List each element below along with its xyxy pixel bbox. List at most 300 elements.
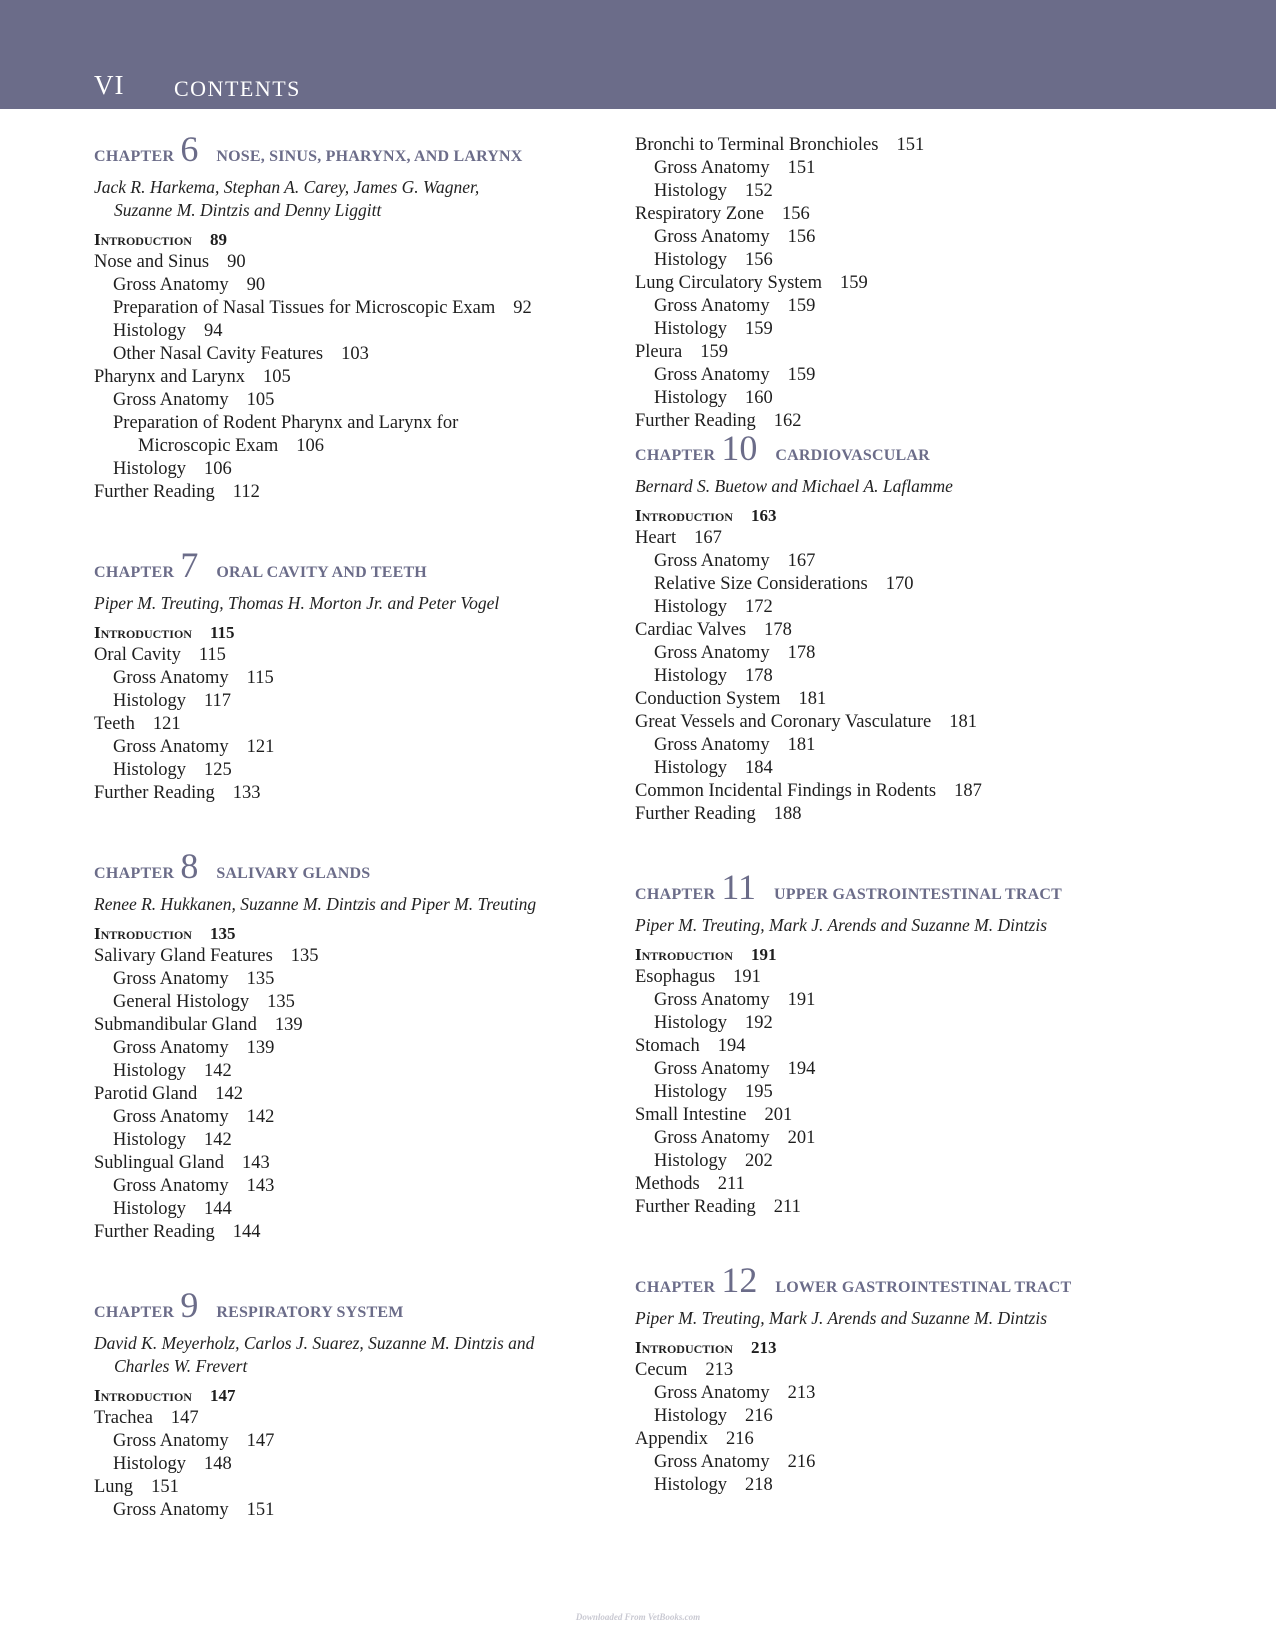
toc-entry[interactable] (635, 249, 1155, 272)
toc-entry-page: 167 (694, 528, 722, 548)
toc-entry[interactable] (94, 1221, 614, 1244)
toc-entry-page: 147 (246, 1431, 275, 1451)
toc-entry-page: 142 (246, 1107, 275, 1127)
toc-entry-title: Preparation of Rodent Pharynx and Larynx for (113, 413, 459, 433)
toc-entry-title: Introduction (94, 623, 192, 642)
left-column (94, 129, 614, 1522)
toc-entry-title: Histology (113, 321, 186, 341)
chapter-9 (94, 1285, 614, 1522)
chapter-heading (94, 129, 614, 169)
toc-entry-page: 187 (954, 781, 982, 801)
toc-entry-title: Histology (113, 1454, 186, 1474)
chapter-authors (635, 475, 1155, 498)
toc-entry-title: Trachea (94, 1408, 153, 1428)
chapter-heading (94, 1285, 614, 1325)
toc-entry-title: Histology (654, 250, 727, 270)
toc-entry[interactable] (635, 642, 1155, 665)
toc-entry[interactable] (94, 458, 614, 481)
toc-entry[interactable] (635, 1104, 1155, 1127)
toc-entry[interactable] (635, 1150, 1155, 1173)
toc-entry[interactable] (635, 387, 1155, 410)
toc-entry[interactable] (94, 1152, 614, 1175)
toc-entry-title: Histology (113, 760, 186, 780)
toc-entry[interactable] (635, 757, 1155, 780)
toc-entry-page: 106 (203, 459, 232, 479)
toc-entry[interactable] (94, 1198, 614, 1221)
page-number: VI (94, 70, 125, 100)
toc-entry-page: 159 (700, 342, 729, 362)
toc-entry-page: 191 (733, 967, 761, 987)
toc-entry[interactable] (635, 780, 1155, 803)
toc-entry-page: 159 (787, 296, 816, 316)
toc-entry-page: 135 (290, 946, 319, 966)
toc-entry-page: 125 (203, 760, 232, 780)
toc-entry-list (94, 228, 614, 504)
toc-entry-title: Histology (113, 1130, 186, 1150)
toc-entry[interactable] (635, 596, 1155, 619)
toc-entry[interactable] (635, 550, 1155, 573)
toc-entry[interactable] (94, 274, 614, 297)
toc-entry[interactable] (635, 1058, 1155, 1081)
chapter-label: CHAPTER (635, 886, 716, 903)
chapter-title: CARDIOVASCULAR (775, 447, 930, 464)
toc-entry-page: 143 (242, 1153, 270, 1173)
toc-entry[interactable] (635, 410, 1155, 433)
toc-entry-page: 216 (725, 1429, 754, 1449)
toc-entry[interactable] (94, 644, 614, 667)
toc-entry[interactable] (635, 1127, 1155, 1150)
chapter-authors (635, 914, 1155, 937)
toc-entry-page: 121 (152, 714, 181, 734)
toc-entry-page: 216 (744, 1406, 773, 1426)
toc-entry[interactable] (635, 665, 1155, 688)
toc-entry-title: Histology (654, 1151, 727, 1171)
toc-entry-title: Esophagus (635, 967, 716, 987)
toc-entry-title: Further Reading (94, 783, 215, 803)
toc-entry-page: 152 (744, 181, 773, 201)
toc-entry-list (635, 504, 1155, 826)
author-line: Bernard S. Buetow and Michael A. Laflamme (635, 476, 953, 496)
chapter-title: LOWER GASTROINTESTINAL TRACT (775, 1279, 1072, 1296)
toc-entry-title: Cardiac Valves (635, 620, 747, 640)
chapter-title: UPPER GASTROINTESTINAL TRACT (774, 886, 1063, 903)
toc-entry[interactable] (94, 1476, 614, 1499)
chapter-authors (94, 592, 614, 615)
toc-entry-page: 117 (203, 691, 232, 711)
chapter-title: SALIVARY GLANDS (216, 865, 371, 882)
toc-entry-page: 139 (274, 1015, 303, 1035)
toc-entry[interactable] (94, 366, 614, 389)
toc-entry-title: Gross Anatomy (113, 668, 229, 688)
toc-entry-title: Gross Anatomy (654, 227, 770, 247)
toc-entry-page: 144 (232, 1222, 261, 1242)
chapter-number: 8 (180, 846, 199, 886)
toc-entry[interactable] (635, 295, 1155, 318)
toc-entry[interactable] (94, 343, 614, 366)
toc-entry[interactable] (94, 1014, 614, 1037)
chapter-label: CHAPTER (94, 148, 175, 165)
toc-entry-page: 92 (513, 298, 532, 318)
chapter-number: 6 (180, 129, 199, 169)
toc-entry[interactable] (635, 1382, 1155, 1405)
chapter-title: ORAL CAVITY AND TEETH (216, 564, 427, 581)
toc-entry-list (94, 1384, 614, 1522)
toc-entry[interactable] (94, 297, 614, 320)
toc-entry-page: 213 (750, 1338, 777, 1357)
toc-entry-page: 89 (209, 230, 227, 249)
toc-entry-title: Gross Anatomy (113, 737, 229, 757)
toc-entry-list (635, 943, 1155, 1219)
toc-entry[interactable] (635, 1173, 1155, 1196)
toc-entry-page: 178 (764, 620, 792, 640)
toc-entry-title: Gross Anatomy (654, 990, 770, 1010)
toc-entry-page: 106 (296, 436, 324, 456)
toc-entry[interactable] (94, 1407, 614, 1430)
toc-entry-title: Gross Anatomy (654, 1452, 770, 1472)
author-line: Piper M. Treuting, Mark J. Arends and Suzanne M. Dintzis (635, 1308, 1048, 1328)
toc-entry-page: 194 (717, 1036, 746, 1056)
toc-entry-title: Further Reading (635, 804, 756, 824)
toc-entry-page: 135 (246, 969, 275, 989)
toc-entry-title: Common Incidental Findings in Rodents (635, 781, 937, 801)
page-header (0, 0, 1276, 109)
toc-entry[interactable] (94, 1175, 614, 1198)
chapter-authors (94, 176, 614, 222)
toc-entry[interactable] (635, 203, 1155, 226)
chapter-heading (635, 867, 1155, 907)
toc-entry[interactable] (635, 504, 1155, 527)
chapter-authors (94, 893, 614, 916)
toc-entry[interactable] (635, 364, 1155, 387)
chapter-7 (94, 545, 614, 805)
toc-entry[interactable] (94, 968, 614, 991)
toc-entry[interactable] (635, 1196, 1155, 1219)
toc-entry[interactable] (94, 945, 614, 968)
toc-entry-title: Respiratory Zone (635, 204, 764, 224)
toc-entry-title: Gross Anatomy (654, 296, 770, 316)
toc-entry-page: 194 (787, 1059, 816, 1079)
chapter-title: RESPIRATORY SYSTEM (216, 1304, 404, 1321)
toc-entry-page: 115 (198, 645, 226, 665)
toc-entry-title: Gross Anatomy (654, 1059, 770, 1079)
toc-entry-page: 201 (787, 1128, 816, 1148)
toc-entry-page: 172 (744, 597, 773, 617)
toc-entry-title: Gross Anatomy (654, 735, 770, 755)
chapter-number: 7 (180, 545, 199, 585)
toc-entry-title: Great Vessels and Coronary Vasculature (635, 712, 932, 732)
toc-entry-page: 195 (744, 1082, 773, 1102)
toc-entry[interactable] (94, 1430, 614, 1453)
chapter-title: NOSE, SINUS, PHARYNX, AND LARYNX (216, 148, 523, 165)
toc-entry-page: 184 (744, 758, 773, 778)
toc-entry-title: Histology (113, 1199, 186, 1219)
chapter-label: CHAPTER (635, 1279, 716, 1296)
chapter-label: CHAPTER (94, 865, 175, 882)
toc-entry-page: 156 (781, 204, 810, 224)
toc-entry[interactable] (635, 318, 1155, 341)
toc-entry-page: 135 (209, 924, 236, 943)
toc-entry-title: Introduction (635, 1338, 733, 1357)
toc-entry-title: Introduction (635, 506, 733, 525)
toc-entry-title: Sublingual Gland (94, 1153, 225, 1173)
toc-entry-title: Stomach (635, 1036, 700, 1056)
toc-entry-page: 159 (787, 365, 816, 385)
chapter-9-continuation (635, 134, 1155, 433)
toc-entry-list (635, 134, 1155, 433)
toc-entry[interactable] (635, 157, 1155, 180)
toc-entry-title: Histology (654, 388, 727, 408)
toc-entry-title: Parotid Gland (94, 1084, 198, 1104)
toc-entry[interactable] (94, 922, 614, 945)
toc-entry-title: Gross Anatomy (113, 1431, 229, 1451)
toc-entry-page: 151 (151, 1477, 179, 1497)
toc-entry-page: 151 (787, 158, 816, 178)
toc-entry[interactable] (635, 1336, 1155, 1359)
watermark: Downloaded From VetBooks.com (575, 1612, 701, 1622)
chapter-label: CHAPTER (635, 447, 716, 464)
toc-entry-title: Histology (654, 1475, 727, 1495)
author-line: David K. Meyerholz, Carlos J. Suarez, Suzanne M. Dintzis and (94, 1333, 535, 1353)
toc-entry[interactable] (635, 1451, 1155, 1474)
toc-entry[interactable] (635, 1405, 1155, 1428)
toc-entry-page: 105 (263, 367, 291, 387)
toc-entry[interactable] (94, 736, 614, 759)
toc-entry[interactable] (635, 1081, 1155, 1104)
author-line: Piper M. Treuting, Thomas H. Morton Jr. and Peter Vogel (94, 593, 500, 613)
toc-entry-title: Microscopic Exam (138, 436, 279, 456)
page-title: CONTENTS (174, 76, 301, 101)
toc-entry-page: 115 (209, 623, 235, 642)
toc-entry-page: 112 (232, 482, 260, 502)
toc-entry[interactable] (94, 1037, 614, 1060)
toc-entry[interactable] (635, 1359, 1155, 1382)
chapter-10 (635, 428, 1155, 826)
toc-entry-page: 147 (170, 1408, 199, 1428)
toc-entry-title: Introduction (635, 945, 733, 964)
toc-entry[interactable] (94, 251, 614, 274)
toc-entry[interactable] (94, 1499, 614, 1522)
toc-entry-title: Gross Anatomy (113, 390, 229, 410)
toc-entry[interactable] (94, 991, 614, 1014)
toc-entry[interactable] (94, 690, 614, 713)
toc-entry-title: Gross Anatomy (113, 1038, 229, 1058)
toc-entry-title: Further Reading (635, 411, 756, 431)
toc-entry-page: 201 (764, 1105, 793, 1125)
toc-entry-page: 181 (798, 689, 827, 709)
chapter-heading (94, 846, 614, 886)
toc-entry-title: Submandibular Gland (94, 1015, 257, 1035)
toc-entry-page: 121 (246, 737, 275, 757)
chapter-heading (94, 545, 614, 585)
toc-entry-list (94, 621, 614, 805)
toc-entry[interactable] (94, 1453, 614, 1476)
toc-entry-page: 216 (787, 1452, 816, 1472)
toc-entry-title: Gross Anatomy (113, 1107, 229, 1127)
toc-entry-title: Histology (113, 691, 186, 711)
toc-entry-title: Heart (635, 528, 677, 548)
toc-entry-page: 202 (744, 1151, 773, 1171)
toc-entry[interactable] (94, 1129, 614, 1152)
author-line: Renee R. Hukkanen, Suzanne M. Dintzis and Piper M. Treuting (94, 894, 537, 914)
chapter-number: 12 (721, 1260, 758, 1300)
toc-entry[interactable] (635, 341, 1155, 364)
toc-entry-page: 181 (787, 735, 816, 755)
toc-entry-title: Salivary Gland Features (94, 946, 273, 966)
chapter-authors (94, 1332, 614, 1378)
toc-entry[interactable] (94, 1106, 614, 1129)
chapter-label: CHAPTER (94, 1304, 175, 1321)
toc-entry-title: Gross Anatomy (654, 1128, 770, 1148)
toc-entry-title: Gross Anatomy (113, 969, 229, 989)
toc-entry[interactable] (635, 803, 1155, 826)
right-column (635, 134, 1155, 1497)
toc-entry[interactable] (635, 573, 1155, 596)
toc-entry[interactable] (635, 734, 1155, 757)
toc-entry-title: Pleura (635, 342, 683, 362)
toc-entry-title: Further Reading (94, 1222, 215, 1242)
toc-entry-page: 211 (717, 1174, 745, 1194)
toc-entry-title: Gross Anatomy (654, 365, 770, 385)
toc-entry-title: Relative Size Considerations (654, 574, 868, 594)
toc-entry[interactable] (635, 1035, 1155, 1058)
toc-entry[interactable] (94, 782, 614, 805)
toc-entry[interactable] (635, 272, 1155, 295)
toc-entry-page: 144 (203, 1199, 232, 1219)
toc-entry-page: 156 (744, 250, 773, 270)
toc-entry-page: 143 (246, 1176, 275, 1196)
toc-entry-title: Methods (635, 1174, 700, 1194)
toc-entry-title: Appendix (635, 1429, 708, 1449)
toc-entry-page: 142 (203, 1130, 232, 1150)
toc-entry-page: 94 (203, 321, 223, 341)
toc-entry-title: Conduction System (635, 689, 781, 709)
toc-entry[interactable] (635, 619, 1155, 642)
toc-entry-title: Histology (654, 319, 727, 339)
toc-entry[interactable] (635, 180, 1155, 203)
toc-entry-title: Oral Cavity (94, 645, 181, 665)
toc-entry-title: Histology (654, 666, 727, 686)
toc-entry-title: Bronchi to Terminal Bronchioles (635, 135, 879, 155)
toc-entry-page: 178 (787, 643, 816, 663)
toc-entry-title: Histology (654, 1406, 727, 1426)
toc-entry-title: Nose and Sinus (94, 252, 210, 272)
toc-entry-page: 170 (885, 574, 914, 594)
toc-entry[interactable] (635, 966, 1155, 989)
toc-entry-page: 162 (773, 411, 802, 431)
toc-entry-page: 105 (246, 390, 275, 410)
toc-entry-page: 159 (744, 319, 773, 339)
toc-entry[interactable] (94, 621, 614, 644)
toc-entry-page: 213 (705, 1360, 734, 1380)
toc-entry[interactable] (94, 1083, 614, 1106)
toc-entry-title: Gross Anatomy (654, 1383, 770, 1403)
toc-entry-page: 142 (203, 1061, 232, 1081)
toc-entry[interactable] (635, 226, 1155, 249)
toc-entry[interactable] (635, 1474, 1155, 1497)
author-line: Jack R. Harkema, Stephan A. Carey, James G. Wagner, (94, 177, 480, 197)
toc-entry-page: 142 (215, 1084, 244, 1104)
toc-entry-page: 133 (232, 783, 261, 803)
chapter-heading (635, 428, 1155, 468)
chapter-6 (94, 129, 614, 504)
toc-entry[interactable] (94, 759, 614, 782)
toc-entry-list (635, 1336, 1155, 1497)
toc-entry-title: Histology (654, 181, 727, 201)
toc-entry-title: Histology (654, 597, 727, 617)
toc-entry[interactable] (94, 435, 614, 458)
chapter-11 (635, 867, 1155, 1219)
toc-entry-title: Gross Anatomy (113, 275, 229, 295)
toc-entry-page: 167 (787, 551, 816, 571)
toc-entry-title: Pharynx and Larynx (94, 367, 246, 387)
toc-entry[interactable] (94, 228, 614, 251)
toc-entry[interactable] (635, 989, 1155, 1012)
toc-entry-title: Small Intestine (635, 1105, 747, 1125)
toc-entry-title: Gross Anatomy (654, 551, 770, 571)
toc-entry-page: 181 (949, 712, 978, 732)
toc-entry[interactable] (635, 527, 1155, 550)
toc-entry-page: 218 (744, 1475, 773, 1495)
toc-entry[interactable] (94, 320, 614, 343)
toc-entry-title: Lung Circulatory System (635, 273, 823, 293)
chapter-label: CHAPTER (94, 564, 175, 581)
toc-entry[interactable] (94, 713, 614, 736)
chapter-8 (94, 846, 614, 1244)
toc-entry[interactable] (94, 1060, 614, 1083)
toc-entry[interactable] (635, 134, 1155, 157)
toc-entry[interactable] (94, 412, 614, 435)
toc-entry[interactable] (635, 688, 1155, 711)
toc-entry-title: Histology (654, 1082, 727, 1102)
toc-entry-title: Gross Anatomy (113, 1500, 229, 1520)
chapter-number: 9 (180, 1285, 199, 1325)
toc-entry[interactable] (94, 1384, 614, 1407)
toc-entry-title: Further Reading (635, 1197, 756, 1217)
toc-entry-page: 191 (750, 945, 777, 964)
toc-entry-page: 115 (246, 668, 274, 688)
toc-entry-page: 156 (787, 227, 816, 247)
toc-entry[interactable] (635, 711, 1155, 734)
toc-entry-page: 139 (246, 1038, 275, 1058)
toc-entry-title: Introduction (94, 924, 192, 943)
author-line: Suzanne M. Dintzis and Denny Liggitt (114, 200, 382, 220)
chapter-authors (635, 1307, 1155, 1330)
toc-entry-title: Further Reading (94, 482, 215, 502)
toc-entry-title: Introduction (94, 230, 192, 249)
chapter-heading (635, 1260, 1155, 1300)
toc-entry-list (94, 922, 614, 1244)
toc-entry[interactable] (94, 481, 614, 504)
toc-entry[interactable] (635, 1428, 1155, 1451)
toc-entry-title: Gross Anatomy (113, 1176, 229, 1196)
toc-entry-title: Cecum (635, 1360, 688, 1380)
toc-entry-title: Teeth (94, 714, 135, 734)
toc-entry-title: General Histology (113, 992, 250, 1012)
author-line: Piper M. Treuting, Mark J. Arends and Suzanne M. Dintzis (635, 915, 1048, 935)
author-line: Charles W. Frevert (114, 1356, 248, 1376)
toc-entry-title: Histology (654, 758, 727, 778)
toc-entry-page: 151 (896, 135, 925, 155)
toc-entry[interactable] (635, 1012, 1155, 1035)
toc-entry-page: 211 (773, 1197, 801, 1217)
toc-entry-title: Gross Anatomy (654, 643, 770, 663)
toc-entry-title: Gross Anatomy (654, 158, 770, 178)
toc-entry[interactable] (635, 943, 1155, 966)
toc-entry-page: 90 (227, 252, 246, 272)
toc-entry[interactable] (94, 389, 614, 412)
toc-entry[interactable] (94, 667, 614, 690)
toc-entry-page: 213 (787, 1383, 816, 1403)
